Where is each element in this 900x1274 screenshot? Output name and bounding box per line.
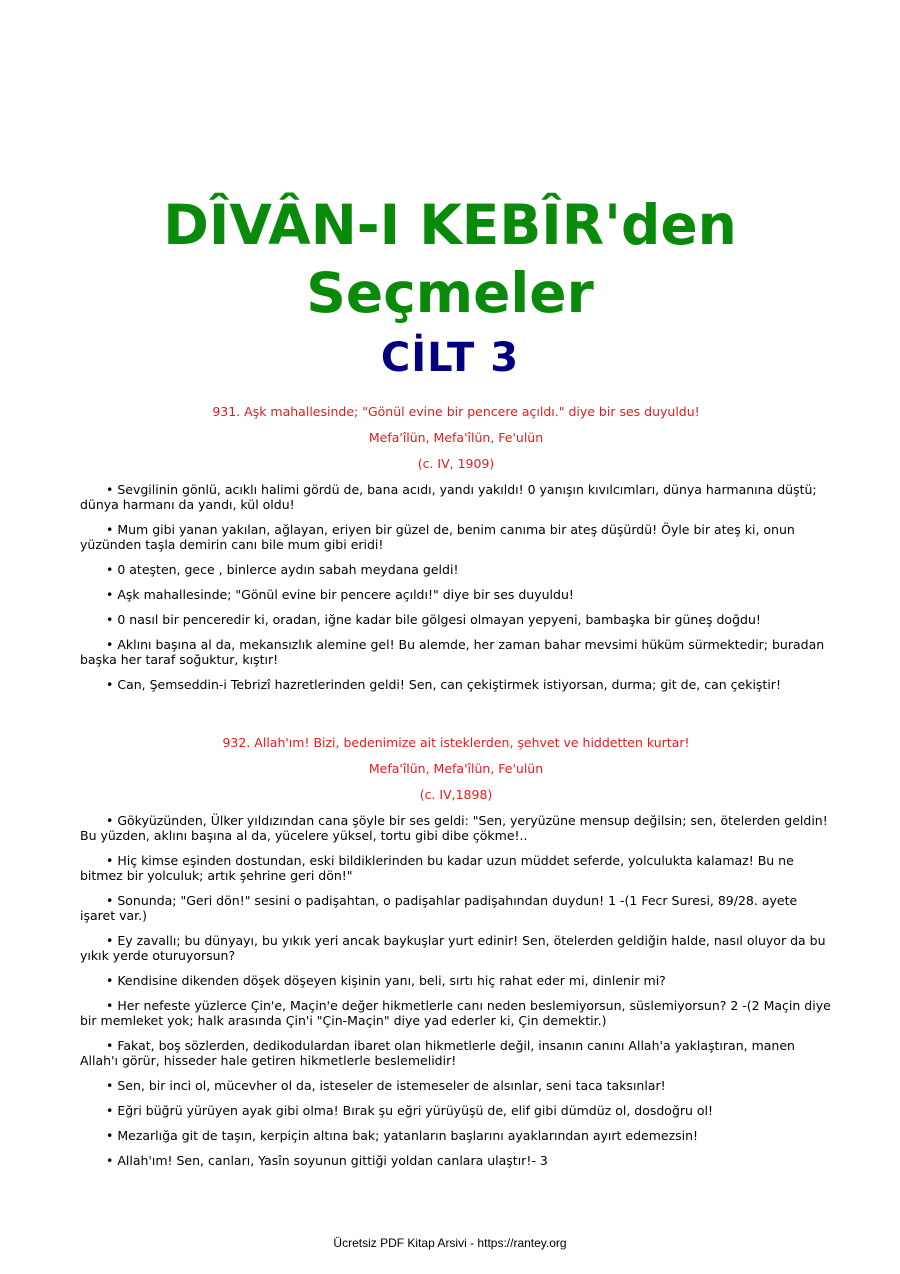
verse-paragraph: • Mum gibi yanan yakılan, ağlayan, eriyen bir güzel de, benim canıma bir ateş düşürdü! Öyle bir ateş ki, onun yüzünden taşla demirin canı bile mum gibi eridi!: [80, 522, 795, 552]
poem-section-932: [80, 735, 832, 1178]
verse-paragraph: • Sevgilinin gönlü, acıklı halimi gördü de, bana acıdı, yandı yakıldı! 0 yanışın kıvılcımları, dünya harmanına düştü; dünya harmanı da yandı, kül oldu!: [80, 482, 817, 512]
verse-paragraph: • Sonunda; "Geri dön!" sesini o padişahtan, o padişahlar padişahından duydun! 1 -(1 Fecr Suresi, 89/28. ayete işaret var.): [80, 893, 798, 923]
poem-heading: 931. Aşk mahallesinde; "Gönül evine bir pencere açıldı." diye bir ses duyuldu!: [212, 404, 700, 419]
verse-paragraph: • Hiç kimse eşinden dostundan, eski bildiklerinden bu kadar uzun müddet seferde, yolculukta kalamaz! Bu ne bitmez bir yolculuk; artık şehrine geri dön!": [80, 853, 794, 883]
poem-meter: Mefa'îlün, Mefa'îlün, Fe'ulün: [368, 430, 544, 445]
verse-paragraph: • Gökyüzünden, Ülker yıldızından cana şöyle bir ses geldi: "Sen, yeryüzüne mensup değilsin; sen, ötelerden geldin! Bu yüzden, aklını başına al da, yücelere yüksel, tortu gibi dibe çökme!..: [80, 813, 828, 843]
book-title-line-1: DÎVÂN-I KEBÎR'den: [163, 193, 737, 257]
verse-paragraph: • Can, Şemseddin-i Tebrizî hazretlerinden geldi! Sen, can çekiştirmek istiyorsan, durma; git de, can çekiştir!: [106, 677, 781, 692]
verse-paragraph: • Eğri büğrü yürüyen ayak gibi olma! Bırak şu eğri yürüyüşü de, elif gibi dümdüz ol, dosdoğru ol!: [106, 1103, 714, 1118]
verse-paragraph: • Kendisine dikenden döşek döşeyen kişinin yanı, beli, sırtı hiç rahat eder mi, dinlenir mi?: [106, 973, 666, 988]
verse-paragraph: • 0 nasıl bir penceredir ki, oradan, iğne kadar bile gölgesi olmayan yepyeni, bambaşka bir güneş doğdu!: [106, 612, 761, 627]
verse-paragraph: • Ey zavallı; bu dünyayı, bu yıkık yeri ancak baykuşlar yurt edinir! Sen, ötelerden geldiğin halde, nasıl oluyor da bu yıkık yerde oturuyorsun?: [80, 933, 826, 963]
verse-paragraph: • Aklını başına al da, mekansızlık alemine gel! Bu alemde, her zaman bahar mevsimi hüküm sürmektedir; buradan başka her taraf soğuktur, kıştır!: [80, 637, 825, 667]
verse-paragraph: • Mezarlığa git de taşın, kerpiçin altına bak; yatanların başlarını ayaklarından ayırt edemezsin!: [106, 1128, 699, 1143]
poem-section-931: [80, 404, 832, 702]
verse-paragraph: • Fakat, boş sözlerden, dedikodulardan ibaret olan hikmetlerle değil, insanın canını Allah'a yaklaştıran, manen Allah'ı görür, hisseder hale getiren hikmetlerle beslemelidir!: [80, 1038, 795, 1068]
verse-paragraph: • Allah'ım! Sen, canları, Yasîn soyunun gittiği yoldan canlara ulaştır!- 3: [106, 1153, 548, 1168]
verse-paragraph: • 0 ateşten, gece , binlerce aydın sabah meydana geldi!: [106, 562, 459, 577]
poem-reference: (c. IV,1898): [419, 787, 493, 802]
verse-paragraph: • Her nefeste yüzlerce Çin'e, Maçin'e değer hikmetlerle canı neden beslemiyorsun, süslemiyorsun? 2 -(2 Maçin diye bir memleket yok; halk arasında Çin'i "Çin-Maçin" diye yad ederler ki, Çin demektir.): [80, 998, 831, 1028]
poem-meter: Mefa'îlün, Mefa'îlün, Fe'ulün: [368, 761, 544, 776]
verse-paragraph: • Aşk mahallesinde; "Gönül evine bir pencere açıldı!" diye bir ses duyuldu!: [106, 587, 574, 602]
poem-reference: (c. IV, 1909): [417, 456, 495, 471]
book-title-line-2: Seçmeler: [306, 261, 594, 325]
volume-label: CİLT 3: [380, 335, 520, 381]
verse-paragraph: • Sen, bir inci ol, mücevher ol da, isteseler de istemeseler de alsınlar, seni taca taksınlar!: [106, 1078, 666, 1093]
poem-heading: 932. Allah'ım! Bizi, bedenimize ait isteklerden, şehvet ve hiddetten kurtar!: [222, 735, 690, 750]
page-footer: Ücretsiz PDF Kitap Arsivi - https://rantey.org: [333, 1236, 567, 1250]
